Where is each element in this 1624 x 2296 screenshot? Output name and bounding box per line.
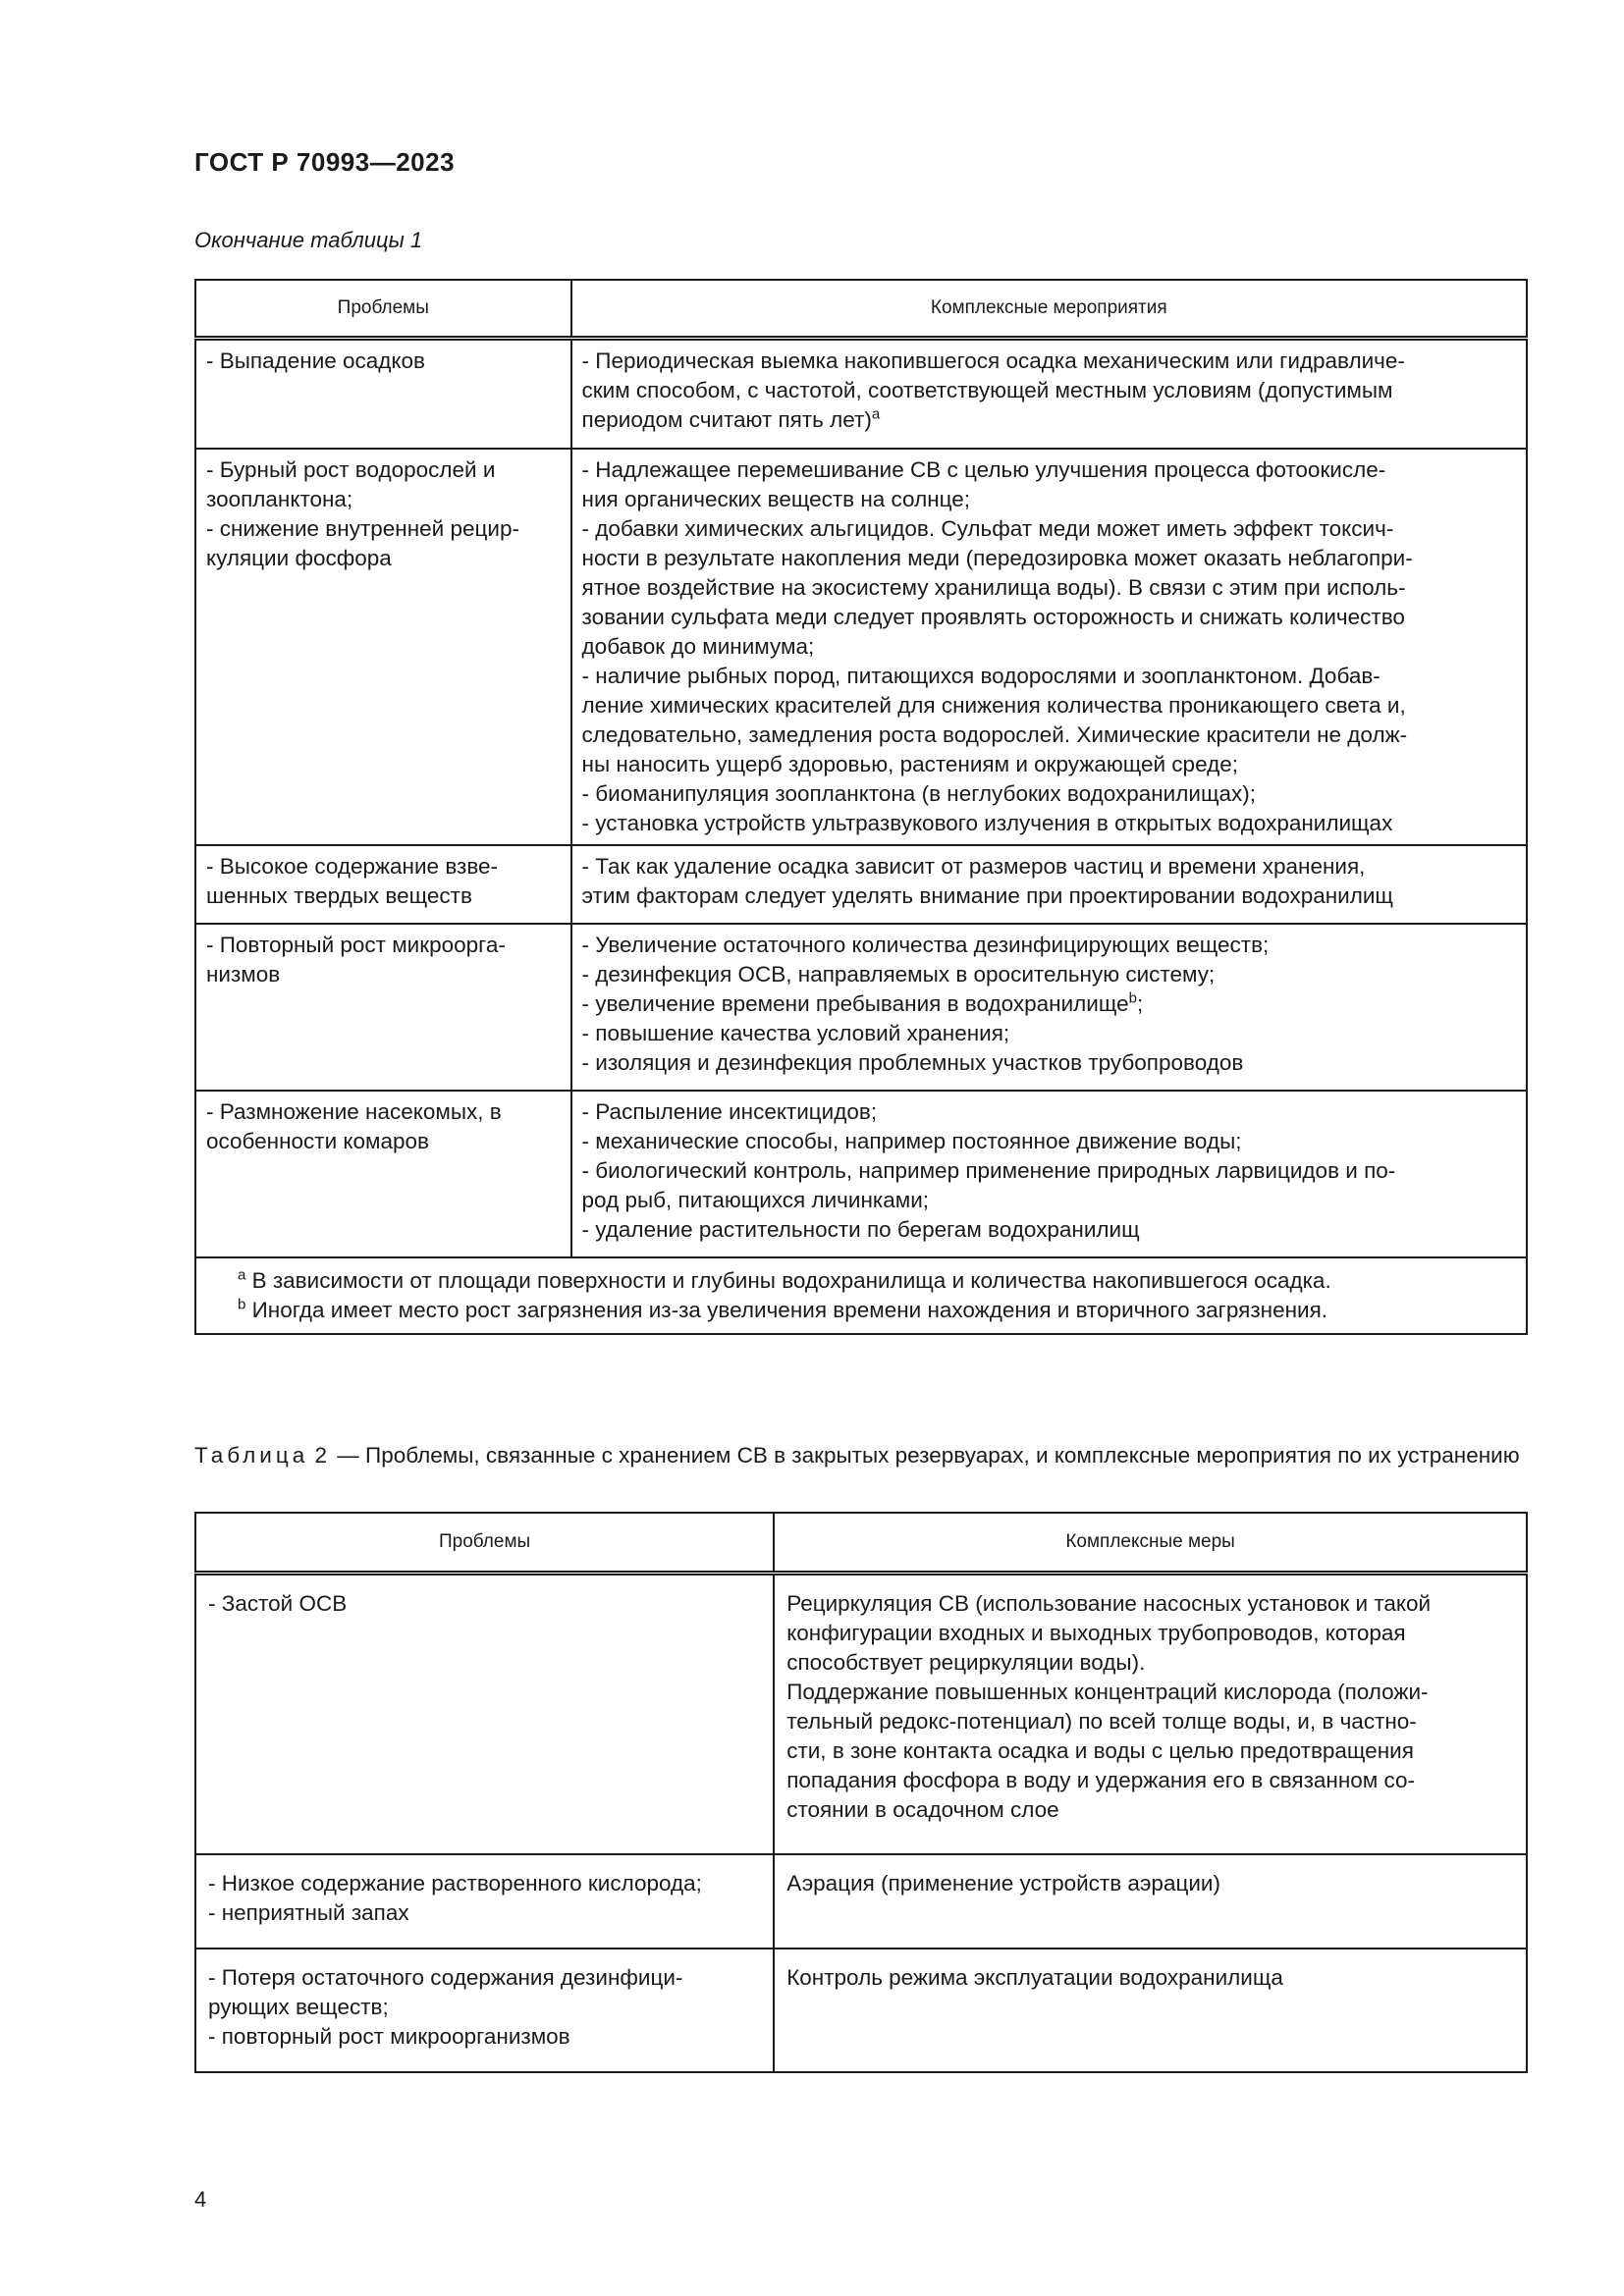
table-header-row <box>195 280 1527 339</box>
document-id: ГОСТ Р 70993—2023 <box>194 147 456 177</box>
caption-text: — Проблемы, связанные с хранением СВ в закрытых резервуарах, и комплексные мероприятия по их устранению <box>331 1443 1520 1468</box>
table-row <box>195 1574 1527 1854</box>
column-header-problems: Проблемы <box>195 280 571 339</box>
measures-cell <box>571 924 1527 1091</box>
problem-cell <box>195 339 571 449</box>
text-line: - повышение качества условий хранения; <box>581 1020 1010 1045</box>
table-notes-row <box>195 1257 1527 1334</box>
text-line: - Распыление инсектицидов; <box>581 1098 878 1124</box>
table-2 <box>194 1512 1528 2073</box>
text-line: - Потеря остаточного содержания дезинфици- <box>208 1964 683 1990</box>
text-line: Аэрация (применение устройств аэрации) <box>786 1870 1220 1896</box>
text-line: способствует рециркуляции воды). <box>786 1650 1146 1675</box>
footnote-marker-b: b <box>1128 989 1137 1006</box>
problem-cell <box>195 1854 774 1949</box>
text-line: рующих веществ; <box>208 1994 389 2019</box>
problem-cell <box>195 449 571 845</box>
problem-cell <box>195 1091 571 1257</box>
text-line: конфигурации входных и выходных трубопроводов, которая <box>786 1621 1406 1645</box>
text-line: Поддержание повышенных концентраций кислорода (положи- <box>786 1680 1429 1704</box>
text-line: зовании сульфата меди следует проявлять осторожность и снижать количество <box>581 604 1405 629</box>
text-line: попадания фосфора в воду и удержания его в связанном со- <box>786 1768 1416 1792</box>
text-line: - Выпадение осадков <box>206 348 425 373</box>
column-header-measures: Комплексные мероприятия <box>571 280 1527 339</box>
text-line: - добавки химических альгицидов. Сульфат меди может иметь эффект токсич- <box>581 515 1394 541</box>
text-line: Рециркуляция СВ (использование насосных установок и такой <box>786 1591 1432 1616</box>
text-line: следовательно, замедления роста водорослей. Химические красители не долж- <box>581 721 1408 747</box>
text-line: шенных твердых веществ <box>206 882 472 908</box>
table-row <box>195 449 1527 845</box>
text-line: куляции фосфора <box>206 545 392 570</box>
text-line: - Периодическая выемка накопившегося осадка механическим или гидравличе- <box>581 348 1405 373</box>
text-line: - наличие рыбных пород, питающихся водорослями и зоопланктоном. Добав- <box>581 663 1380 688</box>
problem-cell <box>195 924 571 1091</box>
text-line: - Увеличение остаточного количества дезинфицирующих веществ; <box>581 932 1270 957</box>
measures-cell <box>571 449 1527 845</box>
table-1 <box>194 279 1528 1335</box>
text-line <box>582 989 1516 1019</box>
footnote-mark: a <box>238 1266 246 1283</box>
text-line: тельный редокс-потенциал) по всей толще воды, и, в частно- <box>786 1709 1417 1734</box>
footnote-b <box>238 1296 1510 1325</box>
table-row <box>195 1854 1527 1949</box>
text-line: - изоляция и дезинфекция проблемных участков трубопроводов <box>581 1049 1244 1075</box>
measures-cell <box>774 1949 1527 2072</box>
caption-label: Таблица <box>194 1443 309 1468</box>
text-line: - снижение внутренней рецир- <box>206 515 519 541</box>
text-fragment: ; <box>1136 990 1144 1016</box>
text-line: ление химических красителей для снижения количества проникающего света и, <box>581 692 1406 718</box>
text-line: этим факторам следует уделять внимание при проектировании водохранилищ <box>581 882 1393 908</box>
text-line <box>582 405 1516 435</box>
text-line: - установка устройств ультразвукового излучения в открытых водохранилищах <box>581 810 1393 835</box>
footnote-text: В зависимости от площади поверхности и глубины водохранилища и количества накопившегося осадка. <box>245 1267 1331 1293</box>
text-line: - Застой ОСВ <box>208 1591 348 1616</box>
text-line: ности в результате накопления меди (передозировка может оказать неблагопри- <box>581 545 1413 570</box>
text-line: - удаление растительности по берегам водохранилищ <box>581 1216 1140 1242</box>
problem-cell <box>195 845 571 924</box>
measures-cell <box>571 1091 1527 1257</box>
text-line: - механические способы, например постоянное движение воды; <box>581 1128 1242 1153</box>
caption-number: 2 <box>314 1443 332 1468</box>
table-row <box>195 1091 1527 1257</box>
text-line: особенности комаров <box>206 1128 429 1153</box>
text-line: - Так как удаление осадка зависит от размеров частиц и времени хранения, <box>581 853 1366 879</box>
text-line: - Низкое содержание растворенного кислорода; <box>208 1870 702 1896</box>
text-line: сти, в зоне контакта осадка и воды с целью предотвращения <box>786 1738 1414 1763</box>
text-line: - дезинфекция ОСВ, направляемых в оросительную систему; <box>581 961 1216 987</box>
measures-cell <box>571 339 1527 449</box>
table-row <box>195 1949 1527 2072</box>
column-header-problems: Проблемы <box>195 1513 774 1574</box>
text-line: ятное воздействие на экосистему хранилища воды). В связи с этим при исполь- <box>581 574 1406 600</box>
problem-cell <box>195 1574 774 1854</box>
text-line: - Надлежащее перемешивание СВ с целью улучшения процесса фотоокисле- <box>581 456 1386 482</box>
footnote-marker-a: a <box>871 405 881 423</box>
footnote-mark: b <box>238 1296 246 1312</box>
text-line: зоопланктона; <box>206 486 353 511</box>
text-fragment: периодом считают пять лет) <box>581 407 872 432</box>
text-line: добавок до минимума; <box>581 633 815 659</box>
text-line: стоянии в осадочном слое <box>786 1797 1059 1822</box>
text-line: - Высокое содержание взве- <box>206 853 499 879</box>
text-line: - биоманипуляция зоопланктона (в неглубоких водохранилищах); <box>581 780 1256 806</box>
footnote-a <box>238 1266 1510 1296</box>
text-line: ны наносить ущерб здоровью, растениям и окружающей среде; <box>581 751 1238 776</box>
table-header-row <box>195 1513 1527 1574</box>
text-line: - биологический контроль, например применение природных ларвицидов и по- <box>581 1157 1396 1183</box>
table-row <box>195 845 1527 924</box>
table-1-continuation-caption: Окончание таблицы 1 <box>194 228 423 252</box>
table-row <box>195 339 1527 449</box>
footnote-text: Иногда имеет место рост загрязнения из-за увеличения времени нахождения и вторичного загрязнения. <box>245 1297 1328 1322</box>
text-line: - Повторный рост микроорга- <box>206 932 506 957</box>
text-line: - неприятный запах <box>208 1899 409 1925</box>
notes-cell <box>195 1257 1527 1334</box>
table-2-caption <box>194 1441 1528 1470</box>
text-line: ния органических веществ на солнце; <box>581 486 971 511</box>
measures-cell <box>774 1574 1527 1854</box>
column-header-measures: Комплексные меры <box>774 1513 1527 1574</box>
text-fragment: - увеличение времени пребывания в водохранилище <box>581 990 1129 1016</box>
text-line: низмов <box>206 961 281 987</box>
table-row <box>195 924 1527 1091</box>
text-line: - Бурный рост водорослей и <box>206 456 496 482</box>
page-number: 4 <box>194 2187 207 2212</box>
text-line: Контроль режима эксплуатации водохранилища <box>786 1964 1283 1990</box>
text-line: - повторный рост микроорганизмов <box>208 2023 570 2049</box>
problem-cell <box>195 1949 774 2072</box>
measures-cell <box>571 845 1527 924</box>
measures-cell <box>774 1854 1527 1949</box>
text-line: ским способом, с частотой, соответствующей местным условиям (допустимым <box>581 378 1393 402</box>
text-line: род рыб, питающихся личинками; <box>581 1187 930 1212</box>
text-line: - Размножение насекомых, в <box>206 1098 502 1124</box>
